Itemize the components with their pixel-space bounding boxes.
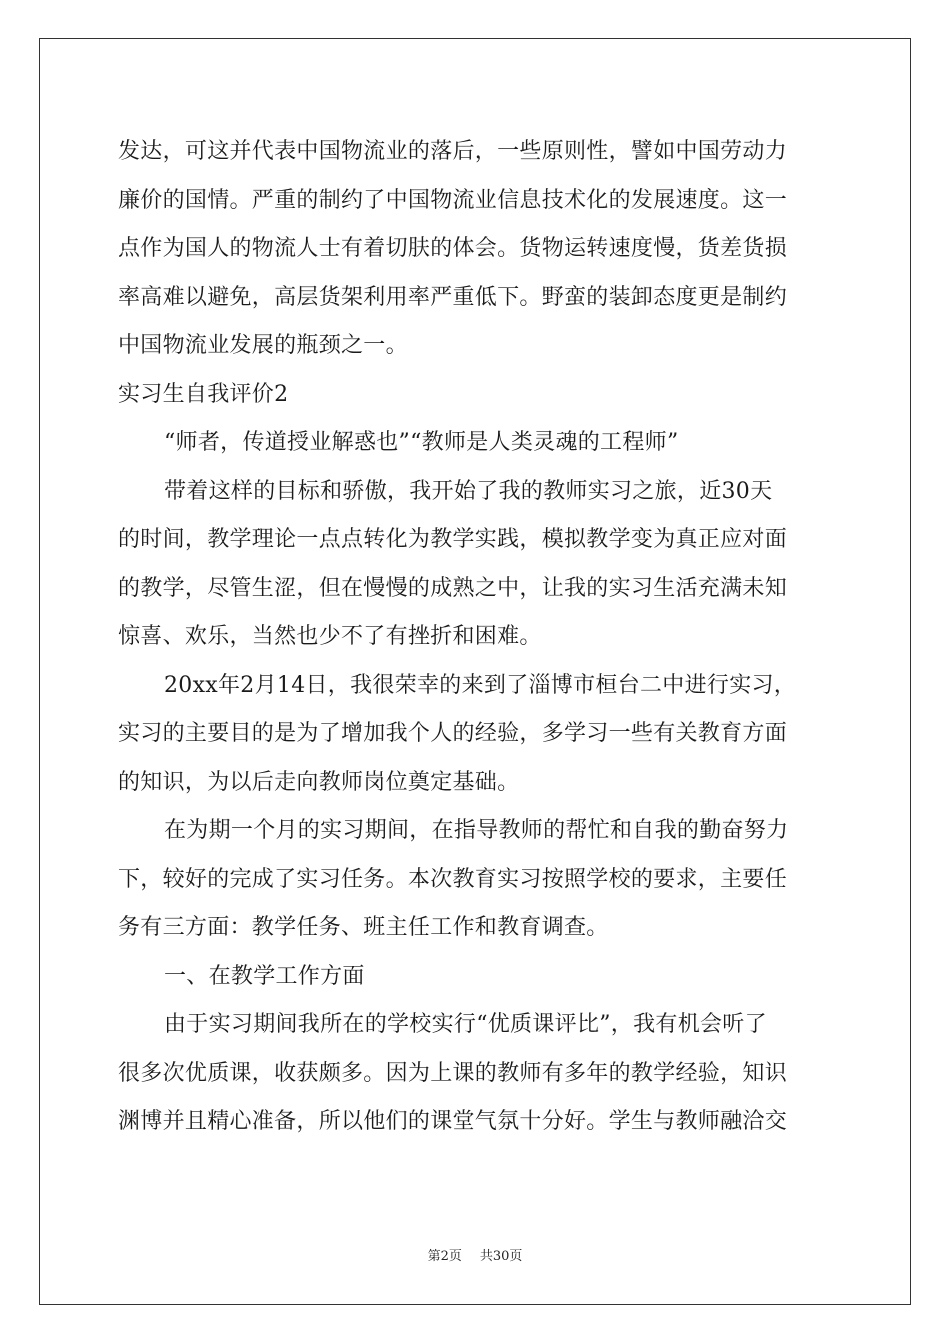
text-line: 的知识，为以后走向教师岗位奠定基础。	[118, 769, 520, 795]
text-line: 由于实习期间我所在的学校实行“优质课评比”，我有机会听了	[164, 1012, 767, 1037]
text-line: 中国物流业发展的瓶颈之一。	[118, 333, 408, 358]
text-line: 的教学，尽管生涩，但在慢慢的成熟之中，让我的实习生活充满未知	[118, 575, 788, 601]
text-line: 很多次优质课，收获颇多。因为上课的教师有多年的教学经验，知识	[118, 1060, 788, 1086]
document-body	[118, 128, 834, 1147]
section-heading: 实习生自我评价2	[118, 381, 289, 407]
text-line: “师者，传道授业解惑也”“教师是人类灵魂的工程师”	[164, 430, 679, 455]
text-line: 惊喜、欢乐，当然也少不了有挫折和困难。	[118, 624, 542, 649]
text-line: 20xx年2月14日，我很荣幸的来到了淄博市桓台二中进行实习，	[164, 672, 797, 698]
text-line: 发达，可这并代表中国物流业的落后，一些原则性，譬如中国劳动力	[118, 139, 788, 164]
text-line: 带着这样的目标和骄傲，我开始了我的教师实习之旅，近30天	[164, 478, 773, 504]
text-line: 在为期一个月的实习期间，在指导教师的帮忙和自我的勤奋努力	[164, 818, 789, 843]
text-line: 下，较好的完成了实习任务。本次教育实习按照学校的要求，主要任	[118, 866, 788, 892]
subsection-heading: 一、在教学工作方面	[164, 963, 365, 989]
page-footer	[0, 1245, 950, 1264]
text-line: 廉价的国情。严重的制约了中国物流业信息技术化的发展速度。这一	[118, 187, 788, 213]
text-line: 实习的主要目的是为了增加我个人的经验，多学习一些有关教育方面	[118, 721, 788, 746]
text-line: 点作为国人的物流人士有着切肤的体会。货物运转速度慢，货差货损	[118, 236, 788, 261]
text-line: 渊博并且精心准备，所以他们的课堂气氛十分好。学生与教师融洽交	[118, 1109, 788, 1134]
page-total: 共30页	[479, 1249, 523, 1264]
text-line: 率高难以避免，高层货架利用率严重低下。野蛮的装卸态度更是制约	[118, 284, 788, 310]
text-line: 务有三方面：教学任务、班主任工作和教育调查。	[118, 915, 609, 940]
text-line: 的时间，教学理论一点点转化为教学实践，模拟教学变为真正应对面	[118, 527, 788, 552]
page-number: 第2页	[427, 1249, 462, 1264]
